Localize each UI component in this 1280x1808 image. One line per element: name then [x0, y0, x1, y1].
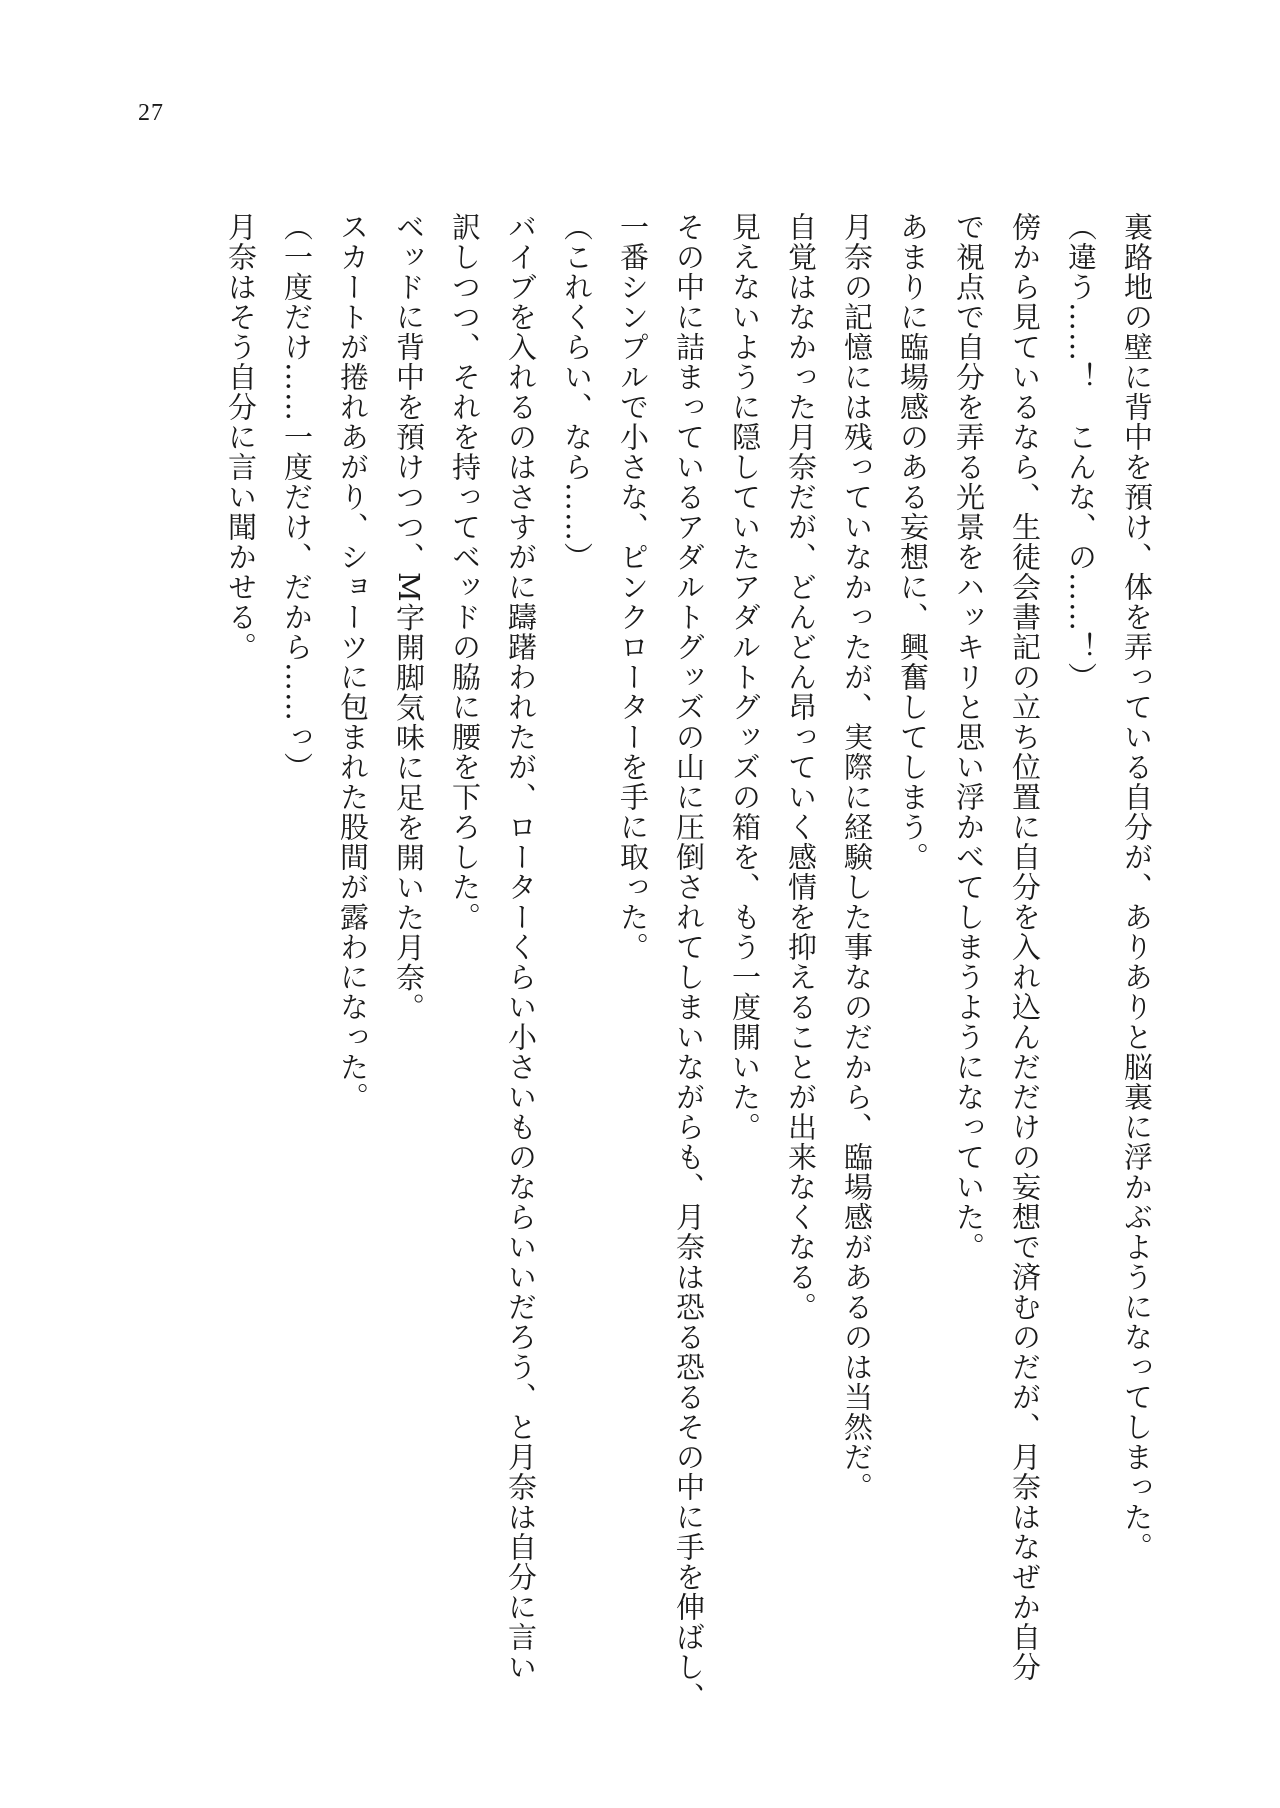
text-line: 訳しつつ、それを持ってベッドの脇に腰を下ろした。 [448, 212, 482, 932]
text-line: （一度だけ……一度だけ、だから……っ） [280, 212, 314, 782]
text-line: ベッドに背中を預けつつ、M字開脚気味に足を開いた月奈。 [392, 212, 426, 1023]
body-text [213, 212, 1165, 1712]
text-line: 自覚はなかった月奈だが、どんどん昂っていく感情を抑えることが出来なくなる。 [784, 212, 818, 1322]
text-line: スカートが捲れあがり、ショーツに包まれた股間が露わになった。 [336, 212, 370, 1112]
text-line: （これくらい、なら……） [560, 212, 594, 572]
text-line: 月奈の記憶には残っていなかったが、実際に経験した事なのだから、臨場感があるのは当然だ。 [840, 212, 874, 1502]
page-number: 27 [138, 100, 164, 126]
text-line: 裏路地の壁に背中を預け、体を弄っている自分が、ありありと脳裏に浮かぶようになってしまった。 [1120, 212, 1154, 1562]
text-line: あまりに臨場感のある妄想に、興奮してしまう。 [896, 212, 930, 872]
text-line: 傍から見ているなら、生徒会書記の立ち位置に自分を入れ込んだだけの妄想で済むのだが、月奈はなぜか自分 [1008, 212, 1042, 1682]
text-line: 見えないように隠していたアダルトグッズの箱を、もう一度開いた。 [728, 212, 762, 1142]
text-line: その中に詰まっているアダルトグッズの山に圧倒されてしまいながらも、月奈は恐る恐るその中に手を伸ばし、 [672, 212, 706, 1712]
text-line: 一番シンプルで小さな、ピンクローターを手に取った。 [616, 212, 650, 962]
text-line: バイブを入れるのはさすがに躊躇われたが、ローターくらい小さいものならいいだろう、と月奈は自分に言い [504, 212, 538, 1682]
text-line: で視点で自分を弄る光景をハッキリと思い浮かべてしまうようになっていた。 [952, 212, 986, 1262]
text-line: （違う……！ こんな、の……！） [1064, 212, 1098, 692]
text-line: 月奈はそう自分に言い聞かせる。 [224, 212, 258, 662]
